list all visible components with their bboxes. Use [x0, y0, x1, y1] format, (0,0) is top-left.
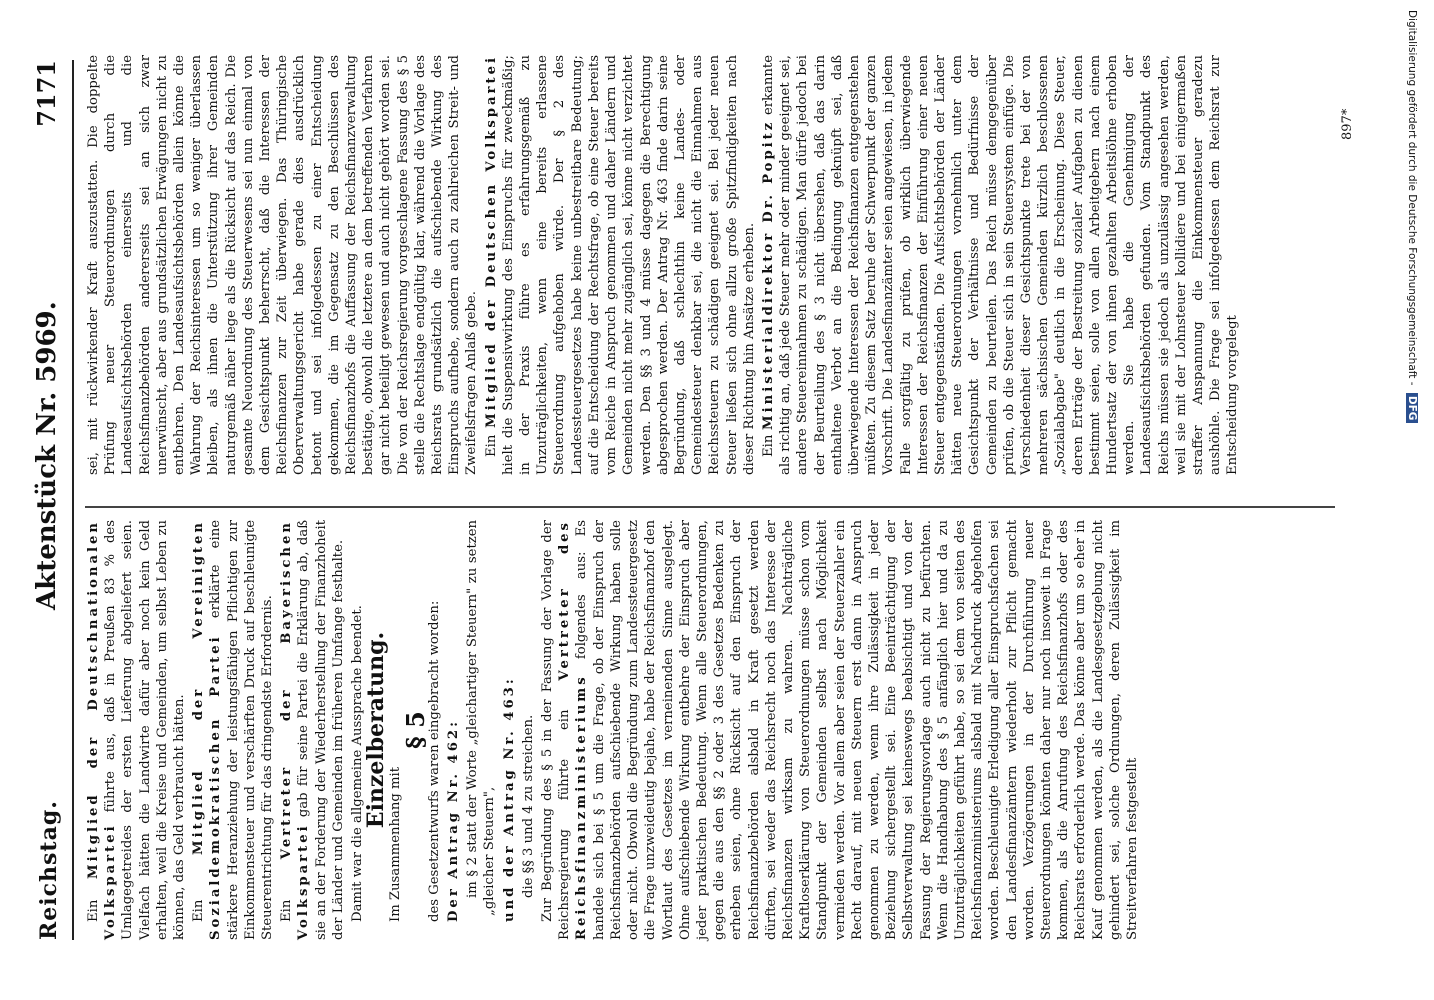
speaker: Mitglied der Deutschnationalen Volkspartei	[86, 519, 119, 940]
text: erkannte als richtig an, daß jede Steuer mehr oder minder geeignet sei, andere Steuereinnahmen zu schädigen. Man dürfe jedoch bei der Beurteilung des § 3 nicht übersehen, daß das darin enthaltene Verbot an die Bedingung geknüpft sei, daß überwiegende Interessen der Reichsfinanzen entgegenstehen müßten. Zu diesem Satz beruhe der Schwerpunkt der ganzen Vorschrift. Die Landesfinanzämter seien angewiesen, in jedem Falle sorgfältig zu prüfen, ob wirklich überwiegende Interessen der Reichsfinanzen der Einführung einer neuen Steuer entgegenständen. Die Aufsichtsbehörden der Länder hätten neue Steuerordnungen vornehmlich unter dem Gesichtspunkt der Verhältnisse und Bedürfnisse der Gemeinden zu beurteilen. Das Reich müsse demgegenüber prüfen, ob die Steuer sich in sein Steuersystem einfüge. Die Verschiedenheit dieser Gesichtspunkte trete bei der von mehreren sächsischen Gemeinden kürzlich beschlossenen „Sozialabgabe" deutlich in die Erscheinung. Diese Steuer, deren Erträge der Bestreitung sozialer Aufgaben zu dienen bestimmt seien, solle von allen Arbeitgebern nach einem Hundertsatz der von ihnen gezahlten Arbeitslöhne erhoben werden. Sie habe die Genehmigung der Landesaufsichtsbehörden gefunden. Vom Standpunkt des Reichs müssen sie jedoch als unzulässig angesehen werden, weil sie mit der Lohnsteuer kollidiere und bei einigermaßen straffer Anspannung die Einkommensteuer geradezu aushöhle. Die Frage sei infolgedessen dem Reichsrat zur Entscheidung vorgelegt	[760, 55, 1241, 475]
text: Zur Begründung des § 5 in der Fassung der Vorlage der Reichsregierung führte ein	[540, 520, 573, 940]
speaker: Mitglied der Deutschen Volkspartei	[483, 55, 499, 428]
header-left: Reichstag.	[36, 800, 62, 940]
paragraph	[539, 520, 1141, 940]
paragraph: Im Zusammenhang mit	[388, 766, 404, 922]
dfg-logo: DFG	[1406, 393, 1418, 424]
paragraph	[483, 55, 758, 475]
column-divider	[85, 507, 1335, 509]
page-header	[28, 60, 68, 940]
text: Ein	[483, 427, 499, 457]
text: erklärte eine stärkere Heranziehung der leistungsfähigen Pflichtigen zur Einkommensteuer und verschärften Druck auf beschleunigte Steuerentrichtung für das dringendste Erfordernis.	[208, 520, 276, 940]
funding-note	[1404, 10, 1418, 990]
text: hielt die Suspensivwirkung des Einspruchs für zweckmäßig; in der Praxis führe es erfahrungsgemäß zu Unzuträglichkeiten, wenn eine bereits erlassene Steuerordnung aufgehoben würde. Der § 2 des Landessteuergesetzes habe keine unbestreitbare Bedeutung; auf die Entscheidung der Rechtsfrage, ob eine Steuer bereits vom Reiche in Anspruch genommen und daher Ländern und Gemeinden nicht mehr zugänglich sei, könne nicht verzichtet werden. Den §§ 3 und 4 müsse dagegen die Berechtigung abgesprochen werden. Der Antrag Nr. 463 finde darin seine Begründung, daß schlechthin keine Landes- oder Gemeindesteuer denkbar sei, die nicht die Einnahmen aus Reichssteuern zu schädigen geeignet sei. Bei jeder neuen Steuer ließen sich ohne allzu große Spitzfindigkeiten nach dieser Richtung hin Ansätze erheben.	[500, 55, 757, 475]
paragraph	[760, 55, 1242, 475]
text: Ein	[86, 878, 101, 922]
right-column	[85, 55, 1244, 475]
text: führte aus, daß in Preußen 83 % des Umlagegetreides der ersten Lieferung abgeliefert seien. Vielfach hätten die Landwirte dafür aber noch kein Geld erhalten, weil die Kreise und Gemeinden, um selbst Leben zu können, das Geld verbraucht hätten.	[103, 520, 188, 940]
text: Ein	[279, 859, 295, 922]
speaker: Vertreter des Reichsfinanzministeriums	[557, 520, 590, 940]
speaker: Mitglied der Vereinigten Sozialdemokratischen Partei	[191, 520, 224, 940]
funding-text: Digitalisierung gefördert durch die Deutsche Forschungsgemeinschaft -	[1406, 10, 1418, 389]
paragraph: des Gesetzentwurfs waren eingebracht worden:	[426, 600, 442, 922]
paragraph	[85, 520, 188, 940]
text: Ein	[191, 854, 207, 922]
motion-label: Der Antrag Nr. 462:	[446, 719, 462, 922]
paragraph	[190, 520, 276, 940]
paragraph: sei, mit rückwirkender Kraft auszustatten. Die doppelte Prüfung neuer Steuerordnungen durch die Landesaufsichtsbehörden einerseits und die Reichsfinanzbehörden andererseits sei an sich zwar unerwünscht, aber aus grundsätzlichen Erwägungen nicht zu entbehren. Den Landesaufsichtsbehörden allein könne die Wahrung der Reichsinteressen um so weniger überlassen bleiben, als ihnen die Unterstützung ihrer Gemeinden naturgemäß näher liege als die Rücksicht auf das Reich. Die gesamte Neuordnung des Steuerwesens sei nun einmal von dem Gesichtspunkt beherrscht, daß die Interessen der Reichsfinanzen zur Zeit überwiegen. Das Thüringische Oberverwaltungsgericht habe gerade dies ausdrücklich betont und sei infolgedessen zu einer Entscheidung gekommen, die im Gegensatz zu den Beschlüssen des Reichsfinanzhofs die Auffassung der Reichsfinanzverwaltung bestätige, obwohl die letztere an dem betreffenden Verfahren gar nicht beteiligt gewesen und auch nicht gehört worden sei. Die von der Reichsregierung vorgeschlagene Fassung des § 5 stelle die Rechtslage endgültig klar, während die Vorlage des Reichsrats grundsätzlich die aufschiebende Wirkung des Einspruchs aufhebe, sondern auch zu zahlreichen Streit- und Zweifelsfragen Anlaß gebe.	[86, 55, 480, 475]
left-column	[85, 520, 1143, 940]
section-heading: Einzelberatung.	[363, 631, 390, 829]
motion-label: und der Antrag Nr. 463:	[501, 676, 517, 922]
section-symbol: § 5	[400, 711, 430, 749]
header-rule	[72, 60, 74, 940]
text: folgendes aus: Es handele sich bei § 5 um die Frage, ob der Einspruch der Reichsfinanzbehörden aufschiebende Wirkung haben solle oder nicht. Obwohl die Begründung zum Landessteuergesetz die Frage unzweideutig bejahe, habe der Reichsfinanzhof den Wortlaut des Gesetzes im verneinenden Sinne ausgelegt. Ohne aufschiebende Wirkung entbehre der Einspruch aber jeder praktischen Bedeutung. Wenn alle Steuerordnungen, gegen die aus den §§ 2 oder 3 des Gesetzes Bedenken zu erheben seien, ohne Rücksicht auf den Einspruch der Reichsfinanzbehörden alsbald in Kraft gesetzt werden dürften, sei weder das Reichsrecht noch das Interesse der Reichsfinanzen wirksam zu wahren. Nachträgliche Kraftloserklärung von Steuerordnungen müsse schon vom Standpunkt der Gemeinden selbst nach Möglichkeit vermieden werden. Vor allem aber seien der Steuerzahler ein Recht darauf, mit neuen Steuern erst dann in Anspruch genommen zu werden, wenn ihre Zulässigkeit in jeder Beziehung sichergestellt sei. Eine Beeinträchtigung der Selbstverwaltung sei keineswegs beabsichtigt und von der Fassung der Regierungsvorlage auch nicht zu befürchten. Wenn die Handhabung des § 5 anfänglich hier und da zu Unzuträglichkeiten geführt habe, so sei dem von seiten des Reichsfinanzministeriums alsbald mit Nachdruck abgeholfen worden. Beschleunigte Erledigung aller Einspruchsfachen sei den Landesfinanzämtern wiederholt zur Pflicht gemacht worden. Verzögerungen in der Durchführung neuer Steuerordnungen könnten daher nur noch insoweit in Frage kommen, als die Anrufung des Reichsfinanzhofs oder des Reichsrats erforderlich werde. Das könne aber um so eher in Kauf genommen werden, als die Landesgesetzgebung nicht gehindert sei, solche Ordnungen, deren Zulässigkeit im Streitverfahren festgestellt	[574, 520, 1140, 940]
paragraph: Damit war die allgemeine Aussprache beendet.	[350, 605, 366, 922]
paragraph	[278, 520, 347, 940]
paragraph: im § 2 statt der Worte „gleichartiger Steuern" zu setzen „gleicher Steuern",	[465, 520, 498, 916]
text: gab für seine Partei die Erklärung ab, daß sie an der Forderung der Wiederherstellung der Finanzhoheit der Länder und Gemeinden im früheren Umfange festhalte.	[296, 520, 346, 940]
text: Ein	[760, 429, 776, 457]
speaker: Ministerialdirektor Dr. Popitz	[760, 119, 776, 430]
header-title: Aktenstück Nr. 5969.	[32, 301, 62, 610]
paragraph: die §§ 3 und 4 zu streichen.	[520, 714, 536, 898]
page-number: 7171	[32, 60, 61, 127]
speaker: Vertreter der Bayerischen Volkspartei	[279, 520, 312, 940]
sheet-note: 897*	[1340, 108, 1355, 140]
